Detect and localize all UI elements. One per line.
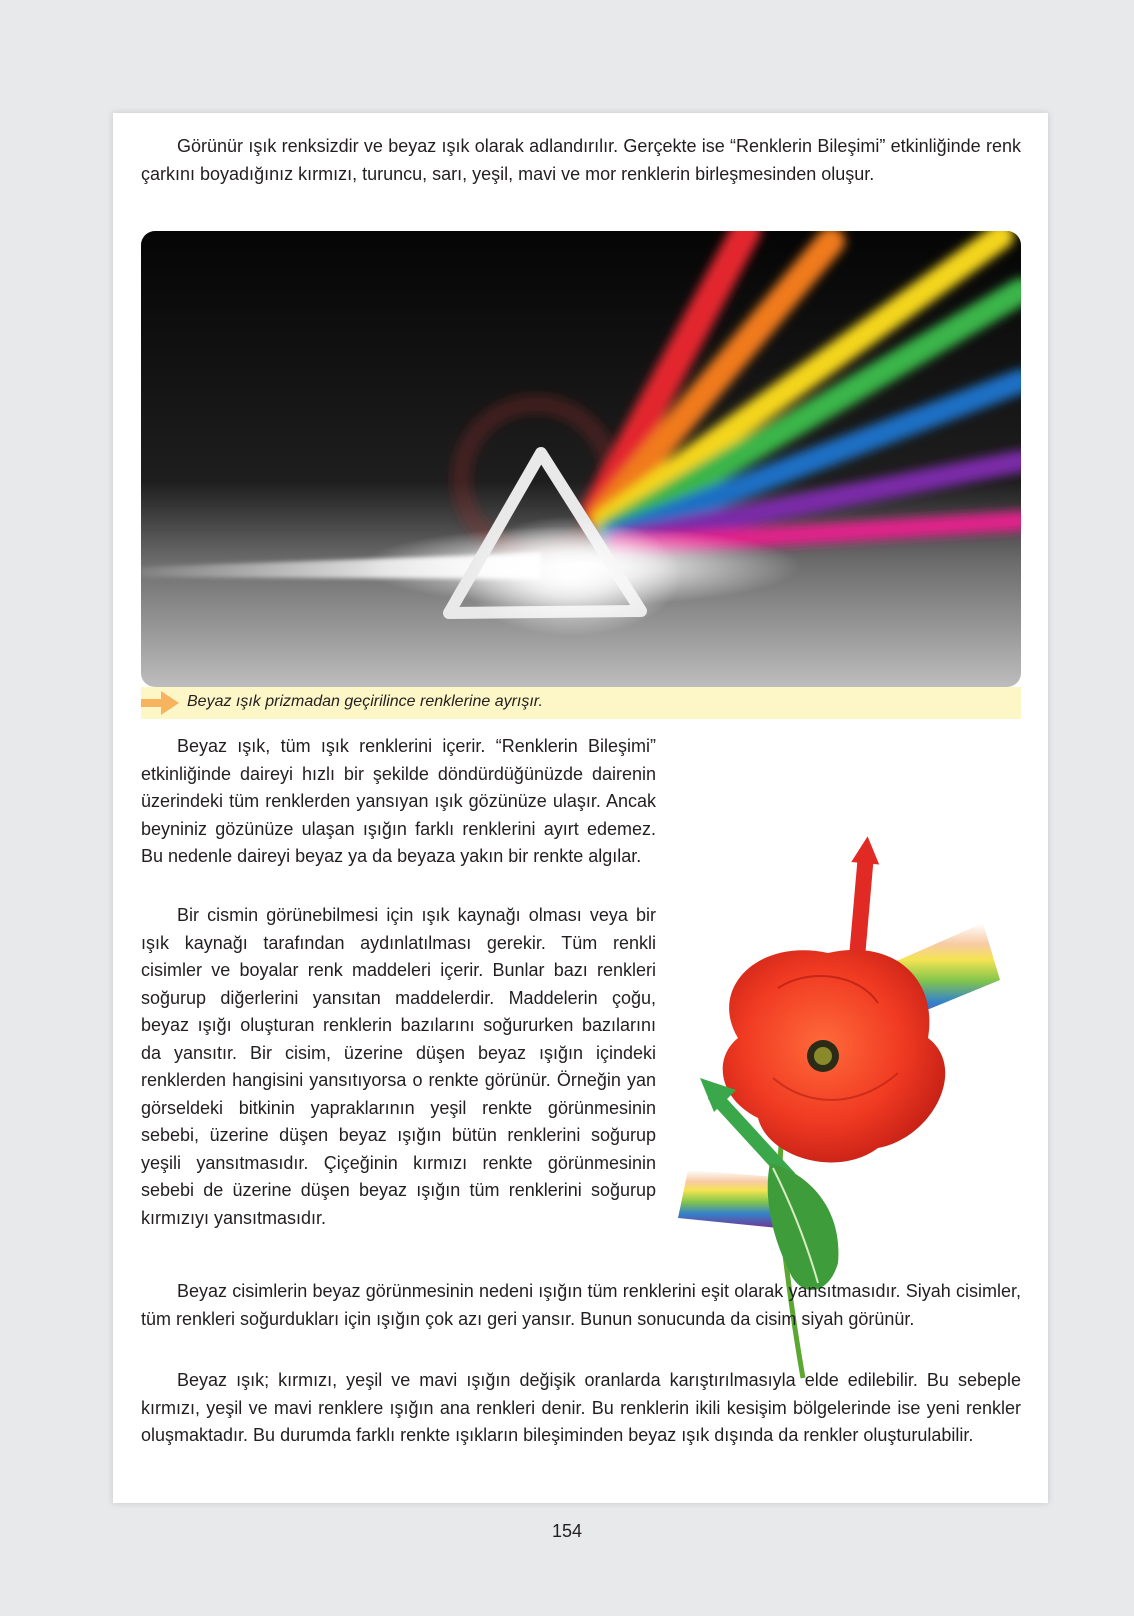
figure-caption-bar [141, 687, 1021, 719]
paragraph-intro: Görünür ışık renksizdir ve beyaz ışık olarak adlandırılır. Gerçekte ise “Renklerin Bileşimi” etkinliğinde renk çarkını boyadığınız kırmızı, turuncu, sarı, yeşil, mavi ve mor renklerin birleşmesinden oluşur. [141, 136, 1021, 184]
figure-caption: Beyaz ışık prizmadan geçirilince renklerine ayrışır. [187, 693, 543, 710]
book-page [113, 113, 1048, 1503]
paragraph-object-visibility: Bir cismin görünebilmesi için ışık kaynağı olması veya bir ışık kaynağı tarafından aydınlatılması gerekir. Tüm renkli cisimler ve boyalar renk maddeleri içerir. Bunlar bazı renkleri soğurup diğerlerini yansıtan maddelerdir. Maddelerin çoğu, beyaz ışığı oluşturan renklerin bazılarını soğururken bazılarını da yansıtır. Bir cisim, üzerine düşen beyaz ışığın içindeki renklerden hangisini yansıtıyorsa o renkte görünür. Örneğin yan görseldeki bitkinin yapraklarının yeşil renkte görünmesinin sebebi, üzerine düşen beyaz ışığın bütün renklerini soğurup yeşili yansıtmasıdır. Çiçeğinin kırmızı renkte görünmesinin sebebi de üzerine düşen beyaz ışığın tüm renklerini soğurup kırmızıyı yansıtmasıdır. [141, 905, 656, 1228]
paragraph-primary-colors: Beyaz ışık; kırmızı, yeşil ve mavi ışığın değişik oranlarda karıştırılmasıyla elde edilebilir. Bu sebeple kırmızı, yeşil ve mavi renklere ışığın ana renkleri denir. Bu renklerin ikili kesişim bölgelerinde ise yeni renkler oluşmaktadır. Bu durumda farklı renkte ışıkların bileşiminden beyaz ışık dışında da renkler oluşturulabilir. [141, 1370, 1021, 1445]
paragraph-white-light: Beyaz ışık, tüm ışık renklerini içerir. “Renklerin Bileşimi” etkinliğinde daireyi hızlı bir şekilde döndürdüğünüzde dairenin üzerindeki tüm renklerden yansıyan ışık gözünüze ulaşır. Ancak beyniniz gözünüze ulaşan ışığın farklı renklerini ayırt edemez. Bu nedenle daireyi beyaz ya da beyaza yakın bir renkte algılar. [141, 736, 656, 866]
page-number: 154 [551, 1521, 583, 1541]
paragraph-white-black-objects: Beyaz cisimlerin beyaz görünmesinin nedeni ışığın tüm renklerini eşit olarak yansıtmasıdır. Siyah cisimler, tüm renkleri soğurdukları için ışığın çok azı geri yansır. Bunun sonucunda da cisim siyah görünür. [141, 1281, 1021, 1329]
caption-arrow-icon [141, 687, 187, 719]
prism-photo [141, 231, 1021, 687]
